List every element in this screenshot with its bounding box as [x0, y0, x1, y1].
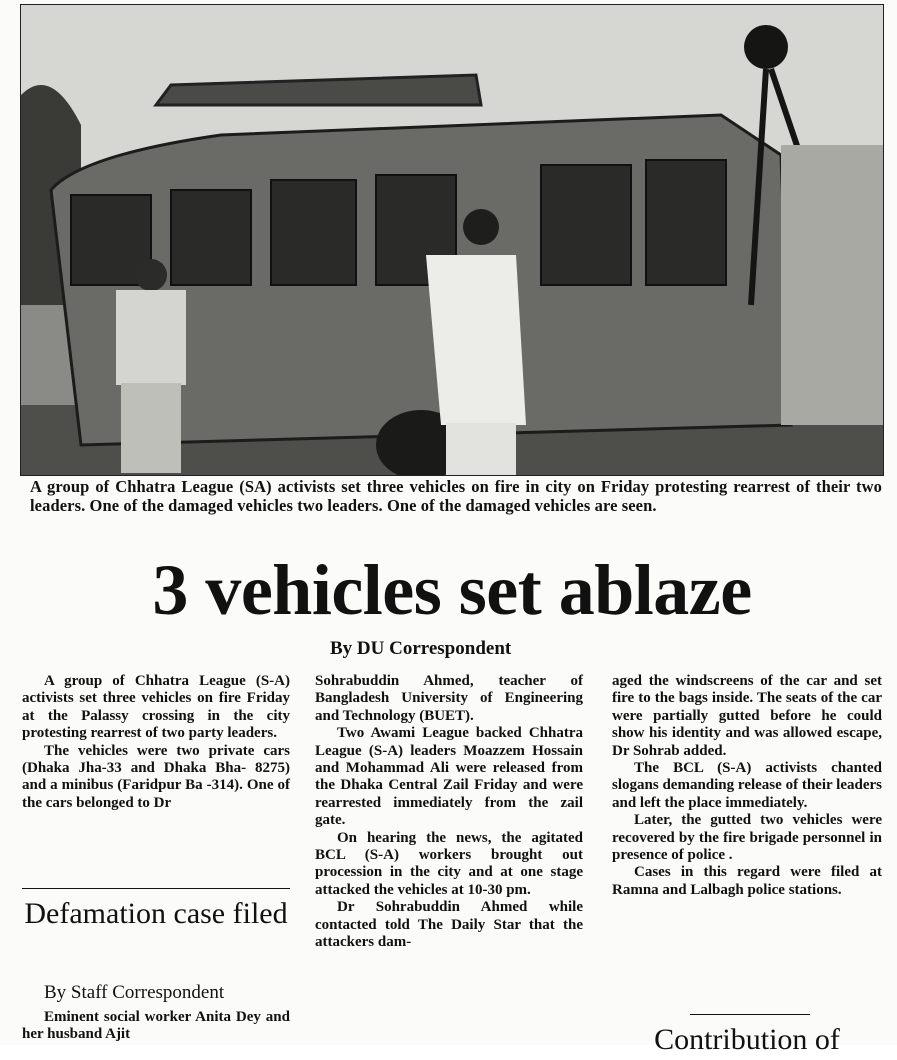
- article-column-1: [22, 673, 290, 812]
- article-column-2: [315, 673, 583, 952]
- paragraph: Dr Sohrabuddin Ahmed while contacted told The Daily Star that the attackers dam-: [315, 899, 583, 951]
- third-story-headline: Contribution of: [654, 1023, 840, 1056]
- second-story-byline: By Staff Correspondent: [44, 982, 225, 1003]
- section-divider: [690, 1014, 810, 1015]
- paragraph: aged the windscreens of the car and set fire to the bags inside. The seats of the car were partially gutted before he could show his identity and was allowed escape, Dr Sohrab added.: [612, 673, 882, 759]
- section-divider: [22, 888, 290, 889]
- byline: By DU Correspondent: [330, 638, 512, 659]
- window: [171, 190, 251, 285]
- headline: 3 vehicles set ablaze: [152, 550, 752, 630]
- paragraph: Eminent social worker Anita Dey and her husband Ajit: [22, 1009, 290, 1043]
- window: [646, 160, 726, 285]
- crane-hook: [744, 25, 788, 69]
- shirt: [116, 290, 186, 385]
- window: [271, 180, 356, 285]
- burnt-bus-photo: [20, 4, 884, 476]
- trousers: [121, 383, 181, 473]
- second-story-text: [22, 1009, 290, 1044]
- paragraph: Cases in this regard were filed at Ramna and Lalbagh police stations.: [612, 864, 882, 898]
- paragraph: Later, the gutted two vehicles were recovered by the fire brigade personnel in presence of police .: [612, 812, 882, 864]
- man-left: [116, 259, 186, 473]
- paragraph: Two Awami League backed Chhatra League (S-A) leaders Moazzem Hossain and Mohammad Ali were released from the Dhaka Central Zail Friday and were rearrested immediately from the zail gate.: [315, 725, 583, 829]
- paragraph: The vehicles were two private cars (Dhaka Jha-33 and Dhaka Bha- 8275) and a minibus (Faridpur Ba -314). One of the cars belonged to Dr: [22, 742, 290, 811]
- photo-caption: A group of Chhatra League (SA) activists set three vehicles on fire in city on Friday protesting rearrest of their two leaders. One of the damaged vehicles two leaders. One of the damaged vehicles are seen.: [30, 477, 882, 515]
- window: [541, 165, 631, 285]
- head: [463, 209, 499, 245]
- paragraph: A group of Chhatra League (S-A) activists set three vehicles on fire Friday at the Palassy crossing in the city protesting rearrest of two party leaders.: [22, 673, 290, 742]
- trousers: [446, 423, 516, 475]
- shirt: [426, 255, 526, 425]
- head: [135, 259, 167, 291]
- building: [781, 145, 883, 425]
- second-story-headline: Defamation case filed: [24, 897, 288, 930]
- article-column-3: [612, 673, 882, 899]
- paragraph: On hearing the news, the agitated BCL (S-A) workers brought out procession in the city and at one stage attacked the vehicles at 10-30 pm.: [315, 829, 583, 898]
- photo-illustration: [21, 5, 883, 475]
- paragraph: Sohrabuddin Ahmed, teacher of Bangladesh University of Engineering and Technology (BUET).: [315, 673, 583, 724]
- paragraph: The BCL (S-A) activists chanted slogans demanding release of their leaders and left the place immediately.: [612, 760, 882, 811]
